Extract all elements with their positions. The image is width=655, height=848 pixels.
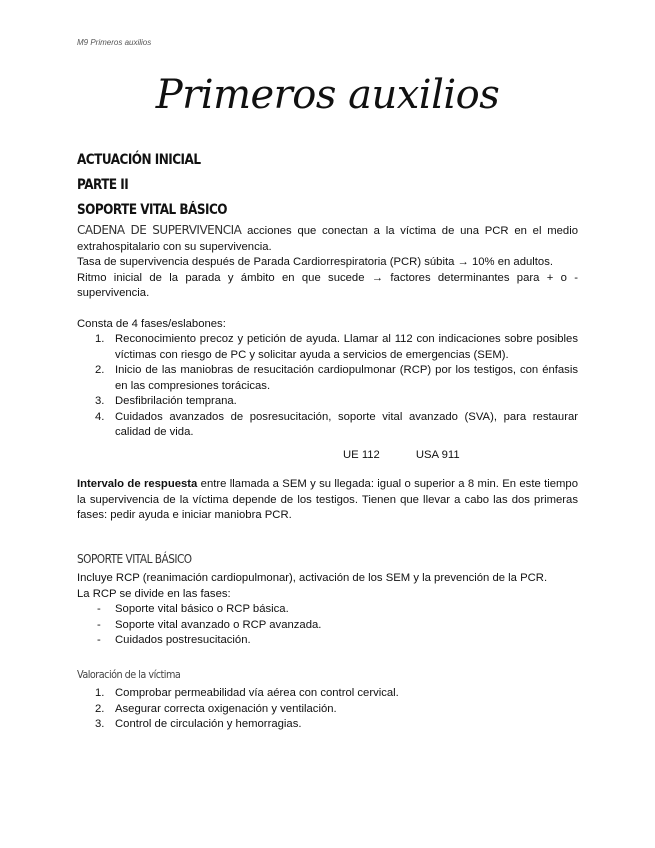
- cadena-lead: CADENA DE SUPERVIVENCIA: [77, 223, 242, 237]
- list-number: 4.: [95, 410, 105, 423]
- cadena-text: acciones que conectan a la víctima de una PCR en el medio extrahospitalario con su supervivencia.: [77, 225, 578, 253]
- list-item: [77, 702, 578, 718]
- heading-parte-ii: PARTE II: [77, 177, 129, 193]
- list-number: 2.: [95, 702, 105, 715]
- list-text: Reconocimiento precoz y petición de ayuda. Llamar al 112 con indicaciones sobre posibles víctimas con riesgo de PC y solicitar ayuda a servicios de emergencias (SEM).: [115, 333, 578, 361]
- phone-usa: USA 911: [415, 448, 460, 461]
- list-text: Comprobar permeabilidad vía aérea con control cervical.: [115, 687, 399, 699]
- emergency-numbers: [77, 448, 578, 464]
- list-text: Asegurar correcta oxigenación y ventilación.: [115, 702, 337, 715]
- intervalo-bold: Intervalo de respuesta: [77, 478, 198, 490]
- list-text: Inicio de las maniobras de resucitación cardiopulmonar (RCP) por los testigos, con énfasis en las compresiones torácicas.: [115, 364, 578, 392]
- list-text: Soporte vital básico o RCP básica.: [115, 603, 289, 615]
- list-item: [77, 394, 578, 410]
- heading-soporte-vital: SOPORTE VITAL BÁSICO: [77, 202, 227, 218]
- svb-divide: La RCP se divide en las fases:: [77, 587, 231, 600]
- page-title: Primeros auxilios: [155, 72, 500, 118]
- list-text: Cuidados avanzados de posresucitación, soporte vital avanzado (SVA), para restaurar calidad de vida.: [115, 410, 578, 438]
- list-item: [77, 363, 578, 394]
- fases-list: [77, 332, 578, 441]
- list-number: 3.: [95, 718, 105, 730]
- list-number: 1.: [95, 333, 105, 345]
- list-number: 3.: [95, 395, 105, 407]
- list-text: Desfibrilación temprana.: [115, 395, 237, 407]
- document-body: [77, 148, 578, 733]
- list-item: [77, 633, 578, 649]
- dash-bullet: -: [97, 634, 101, 646]
- dash-bullet: -: [97, 603, 101, 615]
- consta-paragraph: Consta de 4 fases/eslabones:: [77, 317, 226, 330]
- list-item: [77, 618, 578, 634]
- header-note: M9 Primeros auxilios: [77, 38, 152, 47]
- heading-actuacion-inicial: ACTUACIÓN INICIAL: [77, 152, 201, 168]
- list-item: [77, 332, 578, 363]
- intervalo-paragraph: [77, 477, 578, 524]
- list-text: Control de circulación y hemorragias.: [115, 718, 302, 730]
- list-number: 2.: [95, 364, 105, 376]
- list-text: Cuidados postresucitación.: [115, 634, 251, 646]
- spacer: [77, 524, 578, 552]
- dash-bullet: -: [97, 618, 101, 631]
- list-item: [77, 602, 578, 618]
- list-item: [77, 717, 578, 733]
- tasa-paragraph: Tasa de supervivencia después de Parada Cardiorrespiratoria (PCR) súbita → 10% en adultos.: [77, 256, 553, 268]
- svb-heading: SOPORTE VITAL BÁSICO: [77, 551, 192, 566]
- list-item: [77, 686, 578, 702]
- list-item: [77, 410, 578, 441]
- svb-incluye: Incluye RCP (reanimación cardiopulmonar), activación de los SEM y la prevención de la PCR.: [77, 572, 548, 584]
- svb-list: [77, 602, 578, 649]
- valoracion-heading: Valoración de la víctima: [77, 667, 181, 681]
- phone-ue: UE 112: [343, 448, 380, 461]
- valoracion-list: [77, 686, 578, 733]
- list-text: Soporte vital avanzado o RCP avanzada.: [115, 618, 322, 631]
- spacer: [77, 302, 578, 317]
- ritmo-paragraph: Ritmo inicial de la parada y ámbito en que sucede → factores determinantes para + o - supervivencia.: [77, 271, 578, 299]
- spacer: [77, 649, 578, 667]
- cadena-paragraph: [77, 223, 578, 255]
- list-number: 1.: [95, 687, 105, 699]
- intervalo-text: entre llamada a SEM y su llegada: igual o superior a 8 min. En este tiempo la supervivencia de la víctima depende de los testigos. Tienen que llevar a cabo las dos primeras fases: pedir ayuda e iniciar maniobra PCR.: [77, 478, 578, 521]
